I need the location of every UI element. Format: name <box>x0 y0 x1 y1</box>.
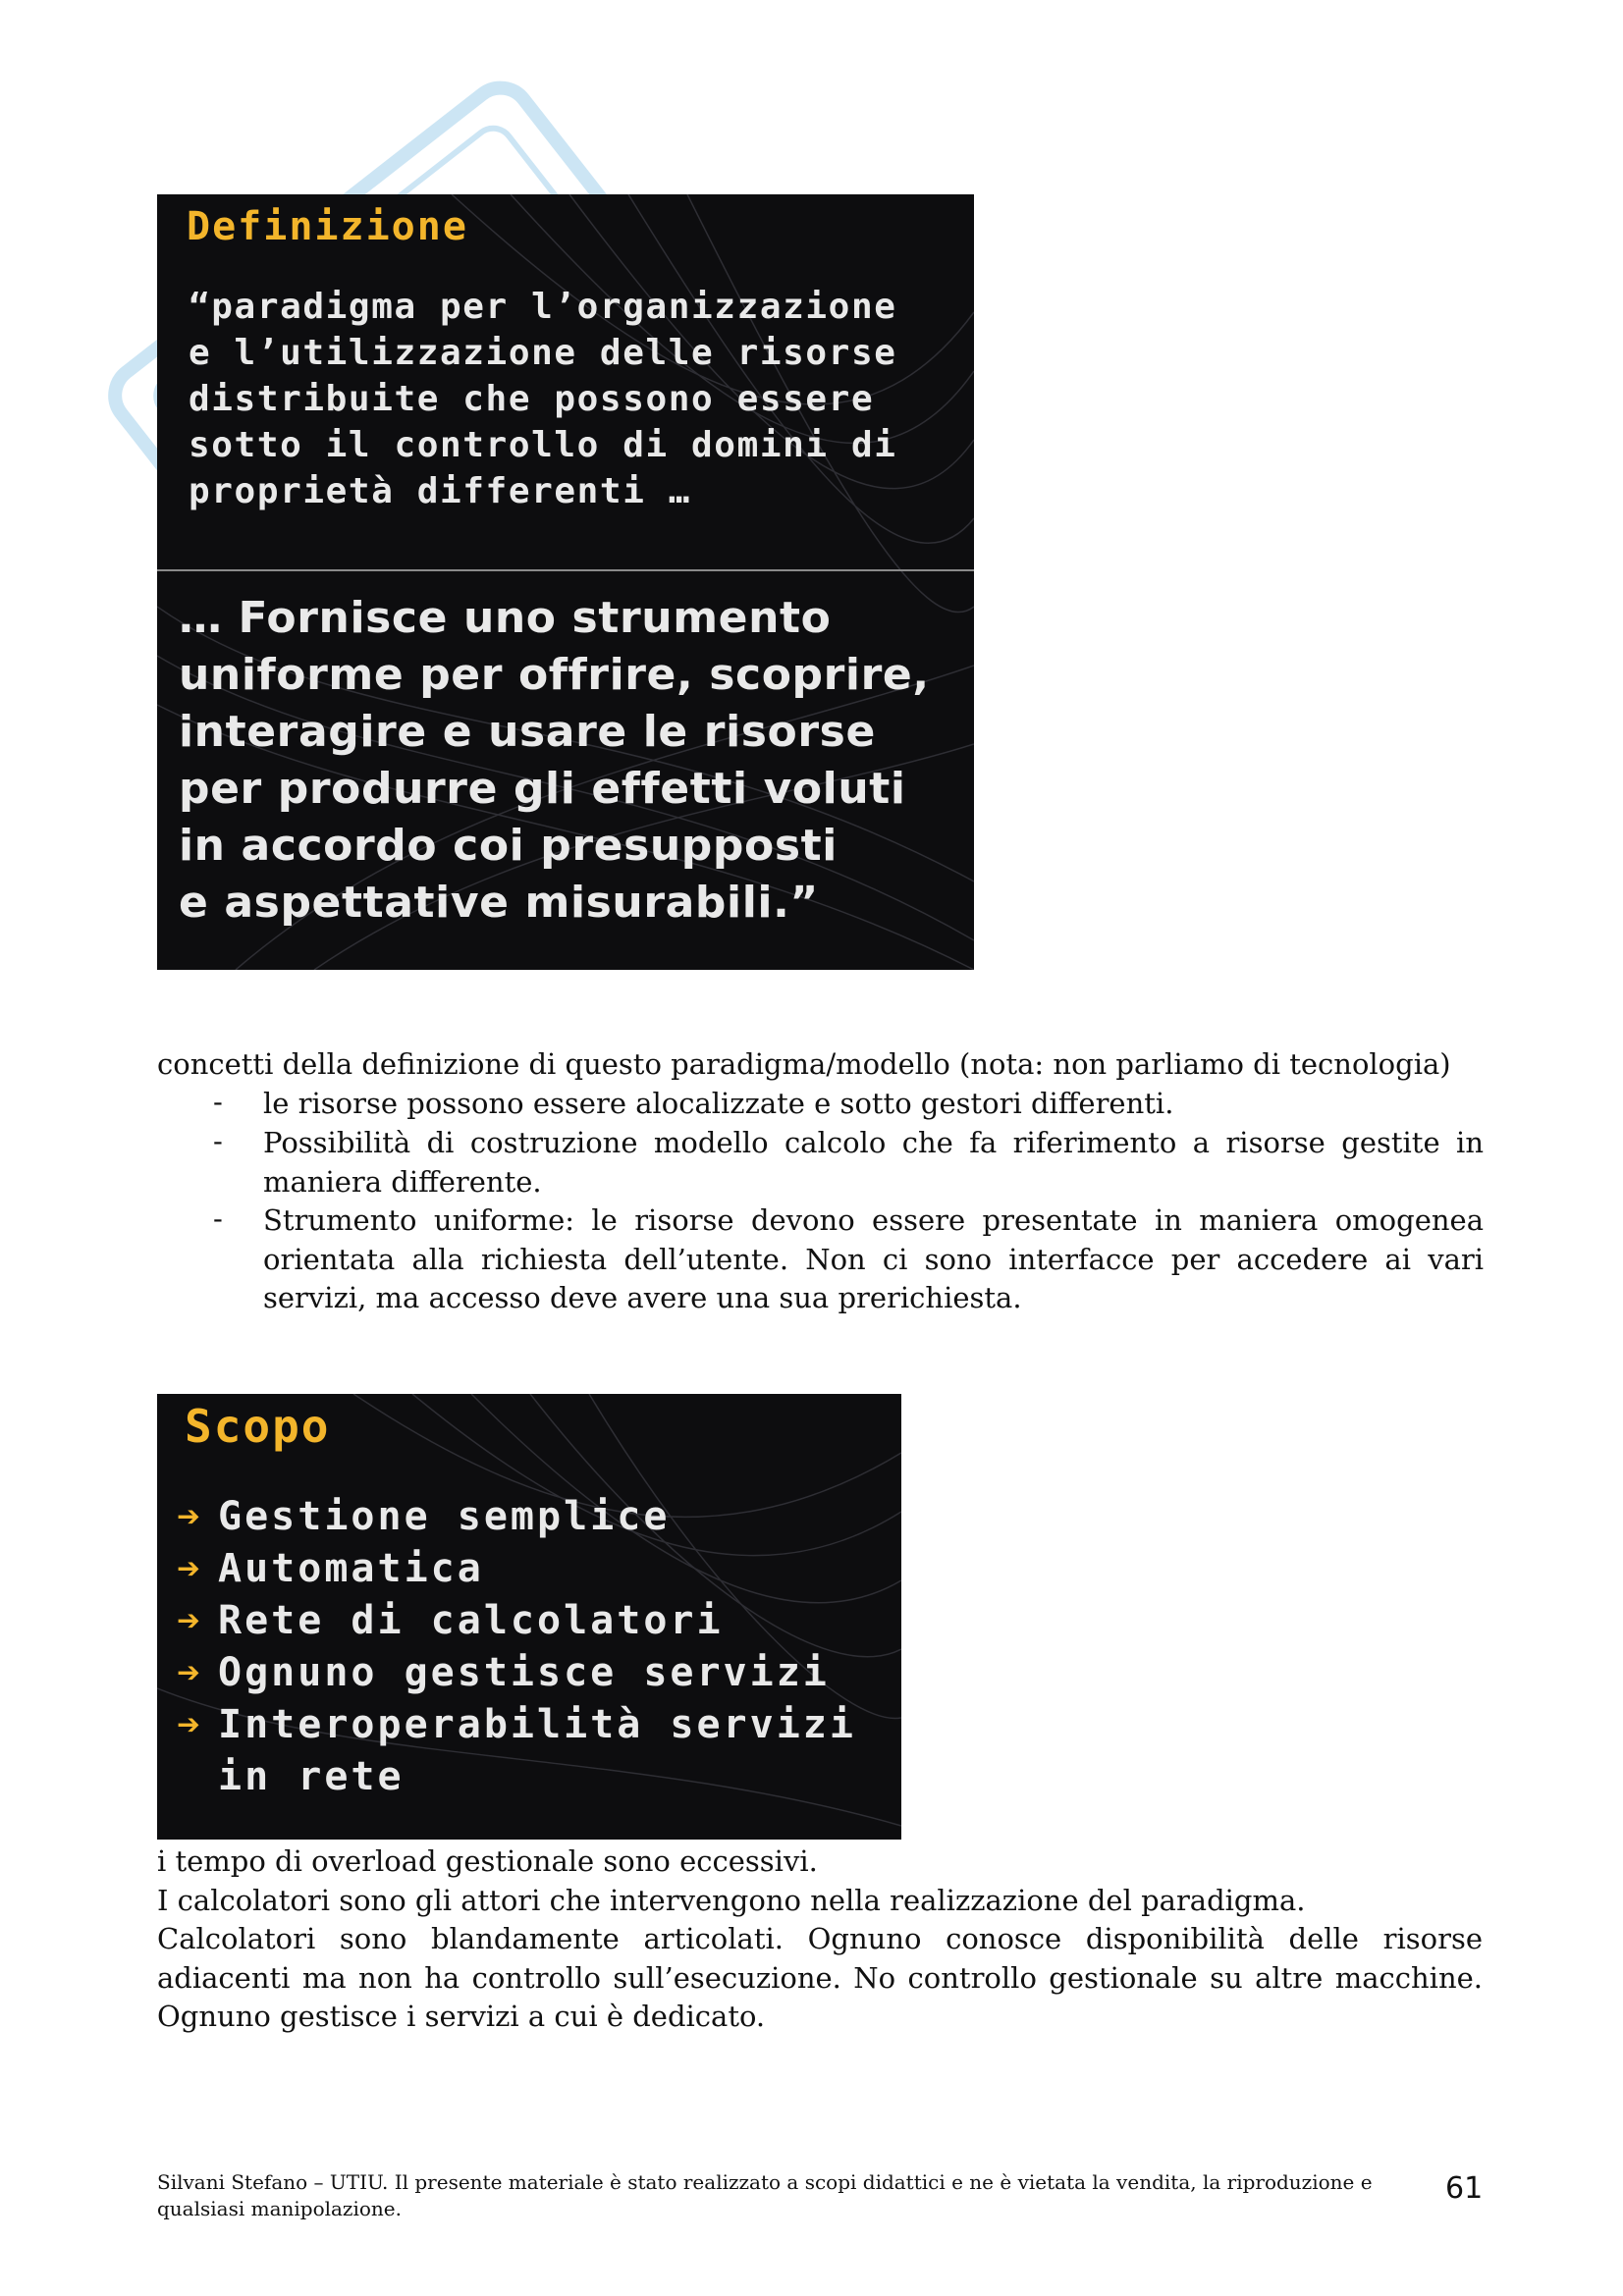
right-arrow-icon: ➔ <box>177 1546 204 1591</box>
bullet-dash: - <box>213 1201 223 1235</box>
continuation-line: per produrre gli effetti voluti <box>179 764 906 814</box>
bullet-item: Possibilità di costruzione modello calcolo che fa riferimento a risorse gestite in maniera differente. <box>263 1126 1484 1199</box>
bullet-dash: - <box>213 1124 223 1157</box>
bullet-item: Strumento uniforme: le risorse devono essere presentate in maniera omogenea orientata alla richiesta dell’utente. Non ci sono interfacce per accedere ai vari servizi, ma accesso deve avere una sua prerichiesta. <box>263 1203 1484 1314</box>
quote-line: “paradigma per l’organizzazione <box>189 287 897 327</box>
definizione-slide <box>157 194 974 970</box>
footer-text: Silvani Stefano – UTIU. Il presente materiale è stato realizzato a scopi didattici e ne è vietata la vendita, la riproduzione e qualsiasi manipolazione. <box>157 2170 1373 2220</box>
bullet-item: le risorse possono essere alocalizzate e sotto gestori differenti. <box>263 1087 1174 1120</box>
quote-line: proprietà differenti … <box>189 471 692 511</box>
slide-title: Definizione <box>187 204 468 249</box>
intro-paragraph: concetti della definizione di questo paradigma/modello (nota: non parliamo di tecnologia) <box>157 1047 1451 1081</box>
right-arrow-icon: ➔ <box>177 1650 204 1695</box>
continuation-line: in accordo coi presupposti <box>179 821 838 871</box>
bullet-dash: - <box>213 1085 223 1118</box>
right-arrow-icon: ➔ <box>177 1494 204 1539</box>
right-arrow-icon: ➔ <box>177 1598 204 1643</box>
continuation-line: interagire e usare le risorse <box>179 707 876 757</box>
slide-title: Scopo <box>185 1400 331 1453</box>
body-paragraph: Calcolatori sono blandamente articolati. Ognuno conosce disponibilità delle risorse adiacenti ma non ha controllo sull’esecuzione. No controllo gestionale su altre macchine. Ognuno gestisce i servizi a cui è dedicato. <box>157 1922 1483 2033</box>
scopo-item: ➔ Ognuno gestisce servizi <box>177 1650 830 1695</box>
quote-line: sotto il controllo di domini di <box>189 425 897 465</box>
scopo-slide <box>157 1394 901 1840</box>
scopo-item: ➔ Rete di calcolatori <box>177 1598 724 1643</box>
page-number: 61 <box>1445 2171 1484 2206</box>
body-line: i tempo di overload gestionale sono eccessivi. <box>157 1844 818 1878</box>
scopo-item: ➔ Gestione semplice <box>177 1494 671 1539</box>
scopo-item: ➔ Automatica <box>177 1546 484 1591</box>
quote-line: e l’utilizzazione delle risorse <box>189 333 897 373</box>
quote-line: distribuite che possono essere <box>189 379 875 419</box>
continuation-line: uniforme per offrire, scoprire, <box>179 650 930 700</box>
continuation-line: … Fornisce uno strumento <box>179 593 832 643</box>
slide-divider <box>157 569 974 571</box>
right-arrow-icon: ➔ <box>177 1702 204 1747</box>
continuation-line: e aspettative misurabili.” <box>179 878 819 928</box>
scopo-item-continuation: in rete <box>218 1754 405 1799</box>
scopo-item: ➔ Interoperabilità servizi <box>177 1702 856 1747</box>
body-line: I calcolatori sono gli attori che intervengono nella realizzazione del paradigma. <box>157 1884 1306 1917</box>
